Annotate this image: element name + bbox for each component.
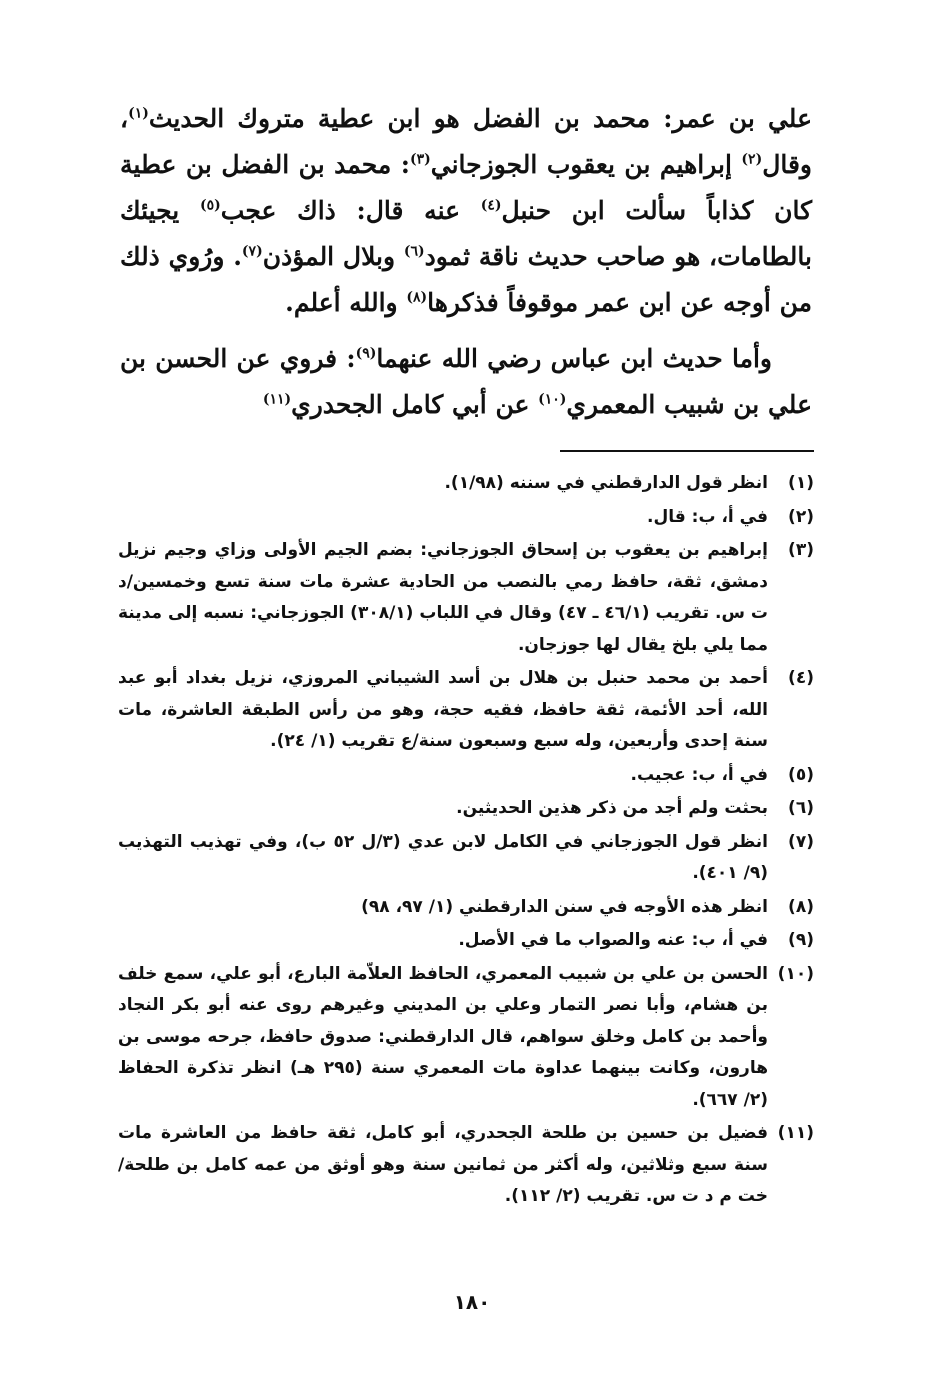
footnote-11 xyxy=(118,1118,814,1213)
footnote-text: في أ، ب: عنه والصواب ما في الأصل. xyxy=(458,930,768,950)
footnote-ref-3: (٣) xyxy=(409,151,431,168)
footnote-text: انظر قول الدارقطني في سننه (١/٩٨). xyxy=(444,473,768,493)
footnote-text: انظر قول الجوزجاني في الكامل لابن عدي (٣/ل ٥٢ ب)، وفي تهذيب التهذيب (٩/ ٤٠١). xyxy=(118,831,768,883)
footnote-ref-7: (٧) xyxy=(241,243,263,260)
footnote-text: انظر هذه الأوجه في سنن الدارقطني (١/ ٩٧، ٩٨) xyxy=(361,896,768,917)
footnote-4 xyxy=(118,663,814,758)
text-segment: وأما حديث ابن عباس رضي الله عنهما xyxy=(376,344,772,373)
footnote-number: (٦) xyxy=(788,798,814,818)
footnote-9 xyxy=(118,925,814,957)
text-segment: إبراهيم بن يعقوب الجوزجاني xyxy=(430,150,742,179)
text-segment: . ورُوي ذلك من أوجه عن ابن عمر موقوفاً فذكرها xyxy=(120,242,812,317)
footnote-text: إبراهيم بن يعقوب بن إسحاق الجوزجاني: بضم الجيم الأولى وزاي وجيم نزيل دمشق، ثقة، حافظ رمي بالنصب من الحادية عشرة مات سنة تسع وخمسين/د ت س. تقريب (٤٦/١ ـ ٤٧) وقال في اللباب (٣٠٨/١) الجوزجاني: نسبه إلى مدينة مما يلي بلخ يقال لها جوزجان. xyxy=(118,540,768,655)
text-segment: : فروي عن الحسن بن علي بن شبيب المعمري xyxy=(120,344,812,419)
footnote-number: (٥) xyxy=(788,764,814,785)
footnotes xyxy=(118,468,814,1215)
page-number: ١٨٠ xyxy=(453,1290,491,1314)
footnote-number: (١٠) xyxy=(777,963,814,984)
footnote-2 xyxy=(118,502,814,534)
footnote-number: (٩) xyxy=(788,930,814,950)
paragraph-2 xyxy=(120,336,812,428)
footnote-ref-10: (١٠) xyxy=(538,391,567,408)
footnote-6 xyxy=(118,793,814,825)
text-segment: علي بن عمر: محمد بن الفضل هو ابن عطية متروك الحديث xyxy=(148,104,812,133)
main-text xyxy=(120,96,812,428)
footnote-1 xyxy=(118,468,814,500)
footnote-ref-5: (٥) xyxy=(199,197,221,214)
footnote-5 xyxy=(118,760,814,792)
footnote-10 xyxy=(118,959,814,1117)
footnote-number: (٢) xyxy=(788,506,814,527)
footnote-ref-11: (١١) xyxy=(262,391,292,408)
footnote-number: (٣) xyxy=(788,540,814,560)
footnote-text: فضيل بن حسين بن طلحة الجحدري، أبو كامل، ثقة حافظ من العاشرة مات سنة سبع وثلاثين، وله أكثر من ثمانين سنة وهو أوثق من عمه كامل بن طلحة/ خت م د ت س. تقريب (٢/ ١١٢). xyxy=(118,1123,768,1206)
footnote-8 xyxy=(118,892,814,924)
footnote-text: في أ، ب: قال. xyxy=(647,506,768,527)
footnote-ref-1: (١) xyxy=(128,105,149,122)
footnote-number: (١١) xyxy=(777,1123,814,1143)
text-segment: عن أبي كامل الجحدري xyxy=(291,390,539,419)
footnote-separator xyxy=(560,450,814,452)
paragraph-1 xyxy=(120,96,812,326)
footnote-number: (٤) xyxy=(788,668,814,688)
footnote-number: (١) xyxy=(788,473,814,493)
text-segment: يجيئك بالطامات، هو صاحب حديث ناقة ثمود xyxy=(120,196,812,271)
footnote-text: الحسن بن علي بن شبيب المعمري، الحافظ العلاّمة البارع، أبو علي، سمع خلف بن هشام، وأبا نصر التمار وعلي بن المديني وغيرهم روى عنه أبو بكر النجاد وأحمد بن كامل وخلق سواهم، قال الدارقطني: صدوق حافظ، جرحه موسى بن هارون، وكانت بينهما عداوة مات المعمري سنة (٢٩٥ هـ) انظر تذكرة الحفاظ (٢/ ٦٦٧). xyxy=(118,963,768,1110)
footnote-ref-4: (٤) xyxy=(480,197,502,214)
footnote-text: في أ، ب: عجيب. xyxy=(630,764,768,785)
footnote-7 xyxy=(118,827,814,890)
text-segment: وبلال المؤذن xyxy=(262,242,404,271)
footnote-text: بحثت ولم أجد من ذكر هذين الحديثين. xyxy=(456,798,768,818)
footnote-ref-2: (٢) xyxy=(741,151,763,168)
text-segment: عنه قال: ذاك عجب xyxy=(220,196,481,225)
footnote-number: (٨) xyxy=(788,896,814,917)
footnote-ref-6: (٦) xyxy=(403,243,425,260)
footnote-ref-9: (٩) xyxy=(355,345,377,362)
footnote-number: (٧) xyxy=(788,831,814,852)
footnote-ref-8: (٨) xyxy=(406,289,428,306)
text-segment: : محمد بن الفضل بن عطية كان كذاباً سألت ابن حنبل xyxy=(120,150,812,225)
footnote-3 xyxy=(118,535,814,661)
text-segment: والله أعلم. xyxy=(285,288,407,317)
footnote-text: أحمد بن محمد حنبل بن هلال بن أسد الشيباني المروزي، نزيل بغداد أبو عبد الله، أحد الأئمة، ثقة حافظ، فقيه حجة، وهو من رأس الطبقة العاشرة، مات سنة إحدى وأربعين، وله سبع وسبعون سنة/ع تقريب (١/ ٢٤). xyxy=(118,668,768,751)
text-segment: ، وقال xyxy=(120,104,813,179)
